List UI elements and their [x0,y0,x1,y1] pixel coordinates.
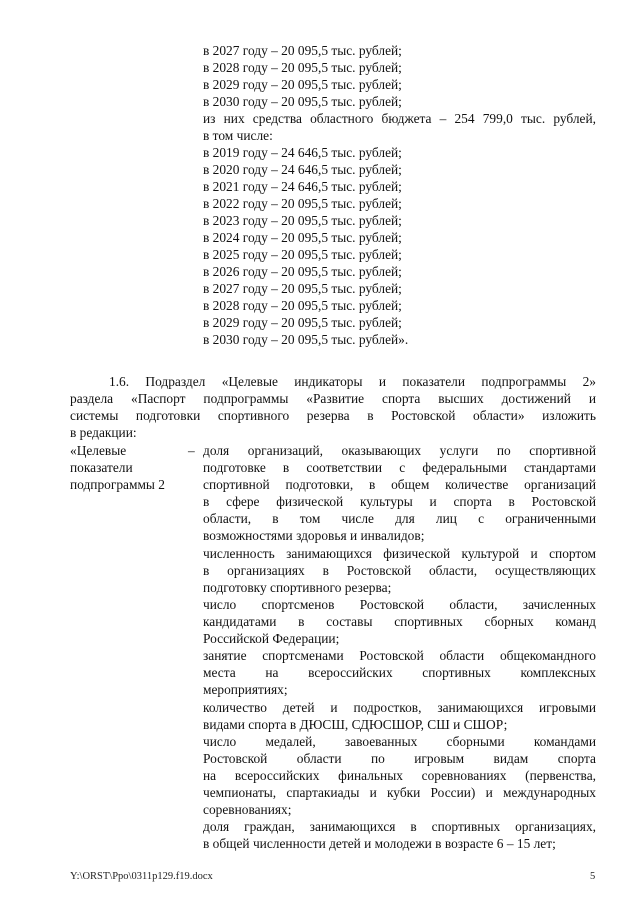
indicator-line: чемпионаты, спартакиады и кубки России) и международных [203,785,596,800]
indicator-line: доля граждан, занимающихся в спортивных организациях, [203,819,596,834]
regional-budget-intro-continued: в том числе: [203,128,273,143]
list-item: в 2027 году – 20 095,5 тыс. рублей; [203,43,402,58]
table-label: подпрограммы 2 [70,477,165,492]
list-item: в 2024 году – 20 095,5 тыс. рублей; [203,230,402,245]
indicator-line: Ростовской области по игровым видам спорта [203,751,596,766]
list-item: в 2028 году – 20 095,5 тыс. рублей; [203,60,402,75]
list-item: в 2030 году – 20 095,5 тыс. рублей; [203,94,402,109]
paragraph-line: системы подготовки спортивного резерва в Ростовской области» изложить [70,408,596,423]
list-item: в 2019 году – 24 646,5 тыс. рублей; [203,145,402,160]
indicator-line: подготовку спортивного резерва; [203,580,392,595]
list-item: в 2028 году – 20 095,5 тыс. рублей; [203,298,402,313]
indicator-line: области, в том числе для лиц с ограниченными [203,511,596,526]
indicator-line: возможностями здоровья и инвалидов; [203,528,425,543]
indicator-line: численность занимающихся физической культурой и спортом [203,546,596,561]
indicator-line: число медалей, завоеванных сборными командами [203,734,596,749]
indicator-line: на всероссийских финальных соревнованиях (первенства, [203,768,596,783]
indicator-line: подготовке в соответствии с федеральными стандартами [203,460,596,475]
list-item: в 2021 году – 24 646,5 тыс. рублей; [203,179,402,194]
indicator-line: количество детей и подростков, занимающихся игровыми [203,700,596,715]
paragraph-line: раздела «Паспорт подпрограммы «Развитие спорта высших достижений и [70,391,596,406]
indicator-line: мероприятиях; [203,682,288,697]
list-item: в 2029 году – 20 095,5 тыс. рублей; [203,315,402,330]
table-dash: – [188,443,195,458]
indicator-line: видами спорта в ДЮСШ, СДЮСШОР, СШ и СШОР; [203,717,508,732]
list-item: в 2022 году – 20 095,5 тыс. рублей; [203,196,402,211]
indicator-line: доля организаций, оказывающих услуги по спортивной [203,443,596,458]
indicator-line: число спортсменов Ростовской области, зачисленных [203,597,596,612]
indicator-line: спортивной подготовки, в общем количестве организаций [203,477,596,492]
regional-budget-intro: из них средства областного бюджета – 254 799,0 тыс. рублей, [203,111,596,126]
indicator-line: места на всероссийских спортивных комплексных [203,665,596,680]
list-item: в 2029 году – 20 095,5 тыс. рублей; [203,77,402,92]
paragraph-line: в редакции: [70,425,137,440]
table-label: показатели [70,460,133,475]
paragraph-line: 1.6. Подраздел «Целевые индикаторы и показатели подпрограммы 2» [109,374,596,389]
indicator-line: в общей численности детей и молодежи в возрасте 6 – 15 лет; [203,836,556,851]
list-item: в 2027 году – 20 095,5 тыс. рублей; [203,281,402,296]
list-item: в 2023 году – 20 095,5 тыс. рублей; [203,213,402,228]
page-number: 5 [590,871,596,882]
list-item: в 2026 году – 20 095,5 тыс. рублей; [203,264,402,279]
footer-file-path: Y:\ORST\Ppo\0311p129.f19.docx [70,871,213,882]
indicator-line: Российской Федерации; [203,631,340,646]
indicator-line: в организациях в Ростовской области, осуществляющих [203,563,596,578]
list-item: в 2025 году – 20 095,5 тыс. рублей; [203,247,402,262]
table-label: «Целевые [70,443,127,458]
indicator-line: соревнованиях; [203,802,292,817]
indicator-line: занятие спортсменами Ростовской области общекомандного [203,648,596,663]
list-item: в 2020 году – 24 646,5 тыс. рублей; [203,162,402,177]
list-item: в 2030 году – 20 095,5 тыс. рублей». [203,332,409,347]
indicator-line: в сфере физической культуры и спорта в Ростовской [203,494,596,509]
indicator-line: кандидатами в составы спортивных сборных команд [203,614,596,629]
